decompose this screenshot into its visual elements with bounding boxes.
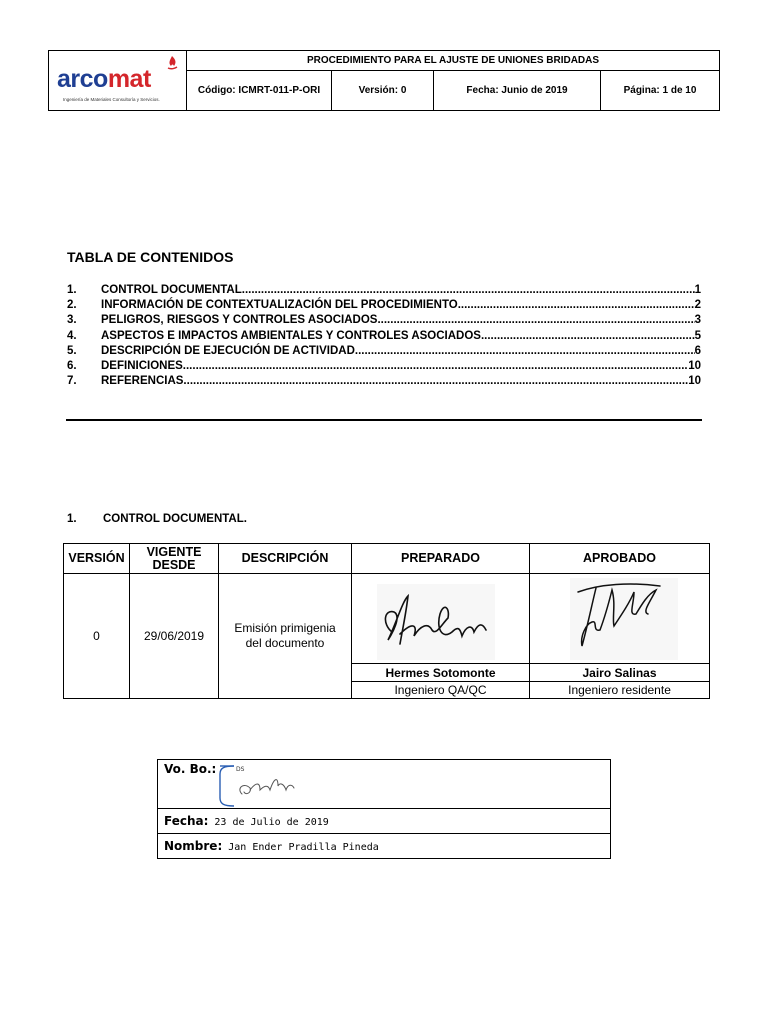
fecha-label: Fecha: xyxy=(164,814,209,828)
toc-item[interactable] xyxy=(67,375,701,390)
toc-leader-dots xyxy=(186,360,688,372)
flame-icon xyxy=(165,55,179,71)
logo-text-mat: mat xyxy=(107,65,151,93)
preparado-signature xyxy=(352,574,530,663)
toc-item-page: 1 xyxy=(694,284,701,296)
toc-item-number: 5. xyxy=(67,344,77,357)
toc-item-number: 7. xyxy=(67,375,77,388)
company-logo xyxy=(49,51,187,111)
toc-leader-dots xyxy=(381,314,695,326)
toc-item-text: ASPECTOS E IMPACTOS AMBIENTALES Y CONTROLES ASOCIADOS. xyxy=(101,329,485,342)
vobo-signature-mark xyxy=(216,764,312,808)
toc-item-text: PELIGROS, RIESGOS Y CONTROLES ASOCIADOS. xyxy=(101,314,381,327)
nombre-row xyxy=(158,834,611,859)
toc-item-text: DESCRIPCIÓN DE EJECUCIÓN DE ACTIVIDAD. xyxy=(101,344,359,357)
toc-item[interactable] xyxy=(67,330,701,345)
toc-item-number: 2. xyxy=(67,299,77,312)
cell-vigente: 29/06/2019 xyxy=(130,574,219,699)
toc-item-page: 2 xyxy=(694,299,701,312)
page-number: Página: 1 de 10 xyxy=(601,71,720,111)
toc-item-page: 5 xyxy=(694,329,701,342)
aprobado-name: Jairo Salinas xyxy=(530,664,710,682)
toc-leader-dots xyxy=(461,299,695,311)
header-preparado: PREPARADO xyxy=(352,544,530,574)
toc-leader-dots xyxy=(484,330,694,342)
toc-item[interactable] xyxy=(67,299,701,314)
table-of-contents xyxy=(67,284,701,390)
ds-tag: DS xyxy=(236,766,245,773)
document-version: Versión: 0 xyxy=(332,71,434,111)
toc-item[interactable] xyxy=(67,284,701,299)
toc-leader-dots xyxy=(187,375,689,387)
toc-leader-dots xyxy=(245,284,695,296)
document-code: Código: ICMRT-011-P-ORI xyxy=(187,71,332,111)
docusign-signature[interactable] xyxy=(216,764,312,813)
toc-item-text: INFORMACIÓN DE CONTEXTUALIZACIÓN DEL PROCEDIMIENTO. xyxy=(101,299,461,312)
section-heading xyxy=(67,513,247,525)
toc-item-number: 3. xyxy=(67,314,77,327)
nombre-value: Jan Ender Pradilla Pineda xyxy=(228,842,379,853)
section-number: 1. xyxy=(67,513,77,525)
header-vigente: VIGENTE DESDE xyxy=(130,544,219,574)
document-header xyxy=(48,50,720,111)
toc-item-page: 6 xyxy=(694,344,701,357)
preparado-signature-cell xyxy=(352,574,530,664)
toc-item-number: 4. xyxy=(67,329,77,342)
toc-item[interactable] xyxy=(67,360,701,375)
toc-leader-dots xyxy=(358,345,695,357)
section-title: CONTROL DOCUMENTAL. xyxy=(103,513,247,525)
toc-item-page: 3 xyxy=(694,314,701,327)
nombre-label: Nombre: xyxy=(164,839,223,853)
logo-text-arco: arco xyxy=(57,65,108,93)
toc-item-number: 6. xyxy=(67,359,77,372)
document-title: PROCEDIMIENTO PARA EL AJUSTE DE UNIONES BRIDADAS xyxy=(187,51,720,71)
aprobado-signature xyxy=(530,574,710,663)
cell-version: 0 xyxy=(64,574,130,699)
toc-item-page: 10 xyxy=(688,375,701,388)
logo-tagline: Ingeniería de Materiales Consultoría y Servicios. xyxy=(63,97,160,102)
logo-wordmark xyxy=(57,67,151,92)
toc-item[interactable] xyxy=(67,345,701,360)
document-control-table xyxy=(63,543,710,699)
toc-item-text: CONTROL DOCUMENTAL. xyxy=(101,284,245,296)
toc-item-text: DEFINICIONES. xyxy=(101,359,186,372)
aprobado-signature-cell xyxy=(530,574,710,664)
table-row xyxy=(64,574,710,664)
section-divider xyxy=(66,419,702,421)
toc-item-text: REFERENCIAS. xyxy=(101,375,187,388)
vobo-label: Vo. Bo.: xyxy=(164,762,217,776)
toc-item[interactable] xyxy=(67,314,701,329)
header-descripcion: DESCRIPCIÓN xyxy=(219,544,352,574)
cell-descripcion: Emisión primigenia del documento xyxy=(219,574,352,699)
preparado-role: Ingeniero QA/QC xyxy=(352,682,530,699)
toc-title: TABLA DE CONTENIDOS xyxy=(67,249,234,265)
header-version: VERSIÓN xyxy=(64,544,130,574)
toc-item-number: 1. xyxy=(67,284,77,296)
document-date: Fecha: Junio de 2019 xyxy=(434,71,601,111)
table-header-row xyxy=(64,544,710,574)
preparado-name: Hermes Sotomonte xyxy=(352,664,530,682)
aprobado-role: Ingeniero residente xyxy=(530,682,710,699)
fecha-value: 23 de Julio de 2019 xyxy=(214,817,329,828)
toc-item-page: 10 xyxy=(688,359,701,372)
header-aprobado: APROBADO xyxy=(530,544,710,574)
